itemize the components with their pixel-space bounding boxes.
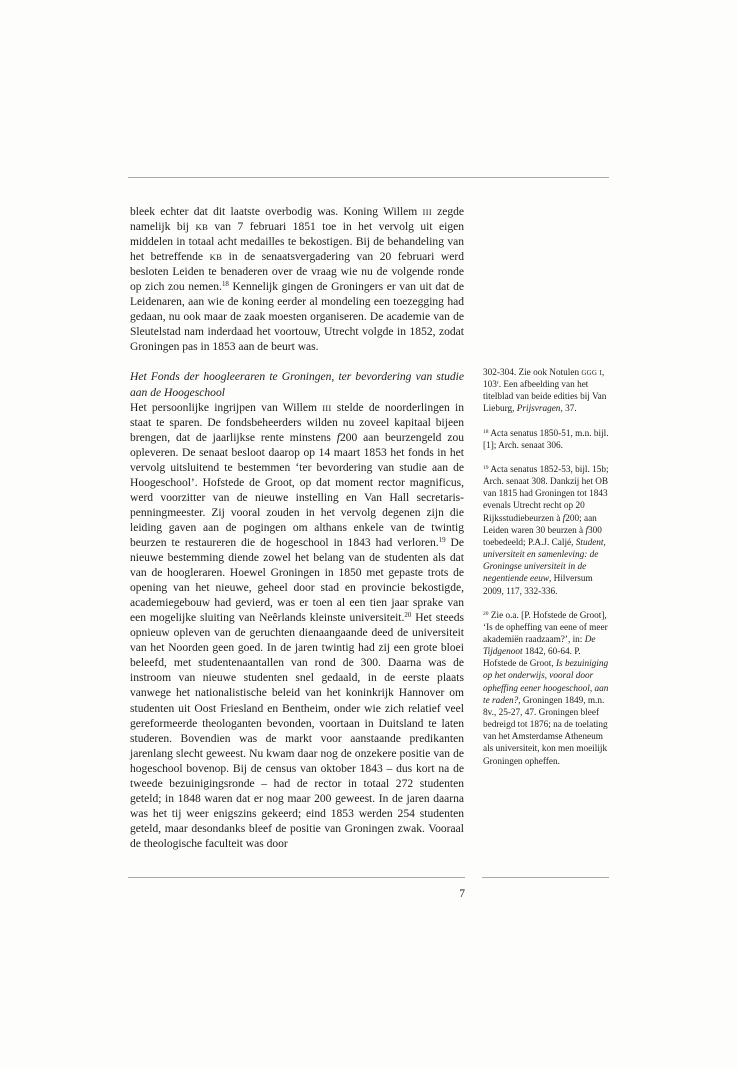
footnote-19: $^{19}$ Acta senatus 1852-53, bijl. 15b; Arch. senaat 308. Dankzij het OB van 1815 had Groningen tot 1843 evenals Utrecht recht op 20 Rijksstudiebeurzen à f200; aan Leiden waren 30 beurzen à f300 toebedeeld; P.A.J. Caljé, Student, universiteit en samenleving: de Groningse universiteit in de negentiende eeuw, Hilversum 2009, 117, 332-336. bbox=[483, 464, 609, 597]
footer-rule-main bbox=[128, 877, 465, 878]
paragraph-2: Het persoonlijke ingrijpen van Willem III stelde de noorderlingen in staat te sparen. De fondsbeheerders wilden nu zoveel kapitaal bijeen brengen, dat de jaarlijkse rente minstens f200 aan beurzengeld zou opleveren. De senaat besloot daarop op 14 maart 1853 het fonds in het vervolg uitsluitend te bestemmen ‘ter bevordering van studie aan de Hoogeschool’. Hofstede de Groot, op dat moment rector magnificus, werd voorzitter van de nieuwe instelling en Van Hall secretaris-penningmeester. Zij vooral zouden in het vervolg degenen zijn die leiding gaven aan de pogingen om althans enkele van de twintig beurzen te restaureren die de hogeschool in 1843 had verloren.$^{19}$ De nieuwe bestemming diende zowel het belang van de studenten als dat van de hoogleraren. Hoewel Groningen in 1850 met gepaste trots de opening van het nieuwe, geheel door stad en provincie bekostigde, academiegebouw had gevierd, was er toen al een tien jaar sprake van een mogelijke sluiting van Neêrlands kleinste universiteit.$^{20}$ Het steeds opnieuw opleven van de geruchten dienaangaande deed de universiteit van het Noorden geen goed. In de jaren twintig had zij een grote bloei beleefd, met studentenaantallen van rond de 300. Daarna was de instroom van nieuwe studenten snel gedaald, in de eerste plaats vanwege het nationalistische beleid van het koninkrijk Hannover om studenten uit Oost Friesland en Bentheim, onder wie zich relatief veel gereformeerde theologanten bevonden, voortaan in Duitsland te laten studeren. Bovendien was de markt voor aanstaande predikanten jarenlang slecht geweest. Nu kwam daar nog de onzekere positie van de hogeschool bovenop. Bij de census van oktober 1843 – dus kort na de tweede bezuinigingsronde – had de rector in totaal 272 studenten geteld; in 1848 waren dat er nog maar 200 geweest. In de jaren daarna was het tij weer enigszins gekeerd; eind 1853 werden 254 studenten geteld, maar desondanks bleef de positie van Groningen zwak. Vooraal de theologische faculteit was door bbox=[130, 401, 465, 850]
header-rule bbox=[128, 177, 609, 178]
sidenote-column bbox=[483, 367, 611, 780]
page-number: 7 bbox=[459, 888, 465, 900]
footnote-18: $^{18}$ Acta senatus 1850-51, m.n. bijl. [1]; Arch. senaat 306. bbox=[483, 428, 609, 451]
footnote-ref-18: 18 bbox=[221, 281, 229, 289]
main-text-column bbox=[130, 205, 464, 852]
footnote-ref-20: 20 bbox=[404, 612, 412, 620]
section-heading: Het Fonds der hoogleeraren te Groningen, ter bevordering van studie aan de Hoogeschool bbox=[130, 371, 464, 399]
footer-rule-sidenotes bbox=[482, 877, 609, 878]
footnote-20: $^{20}$ Zie o.a. [P. Hofstede de Groot], ‘Is de opheffing van eene of meer akademiën raadzaam?’, in: De Tijdgenoot 1842, 60-64. P. Hofstede de Groot, Is bezuiniging op het onderwijs, vooral door opheffing eener hoogeschool, aan te raden?, Groningen 1849, m.n. 8v., 25-27, 47. Groningen bleef bedreigd tot 1876; na de toelating van het Amsterdamse Atheneum als universiteit, kon men moeilijk Groningen opheffen. bbox=[483, 610, 609, 767]
footnote-continuation: 302-304. Zie ook Notulen GGG I, 103$^r$. Een afbeelding van het titelblad van beide edities bij Van Lieburg, Prijsvragen, 37. bbox=[483, 368, 607, 415]
paragraph-1: bleek echter dat dit laatste overbodig was. Koning Willem III zegde namelijk bij KB van 7 februari 1851 toe in het vervolg uit eigen middelen in totaal acht medailles te bekostigen. Bij de behandeling van het betreffende KB in de senaatsvergadering van 20 februari werd besloten Leiden te benaderen over de vraag wie nu de volgende ronde op zich zou nemen.$^{18}$ Kennelijk gingen de Groningers er van uit dat de Leidenaren, aan wie de koning eerder al mondeling een toezegging had gedaan, nu ook maar de zaak moesten organiseren. De academie van de Sleutelstad nam inderdaad het voortouw, Utrecht volgde in 1852, zodat Groningen pas in 1853 aan de beurt was. bbox=[130, 206, 464, 354]
footnote-ref-19: 19 bbox=[438, 537, 446, 545]
